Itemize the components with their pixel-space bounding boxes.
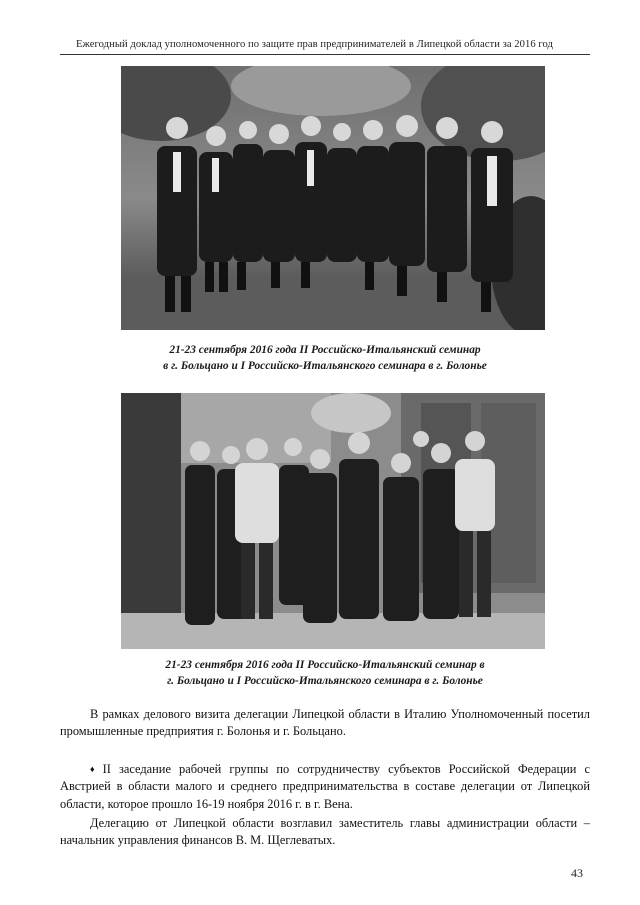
photo-2-caption-line-1: 21-23 сентября 2016 года II Российско-Итальянский семинар в: [165, 659, 485, 671]
body-paragraph-working-group: [60, 761, 590, 813]
photo-1-caption-line-1: 21-23 сентября 2016 года II Российско-Итальянский семинар: [169, 344, 481, 356]
body-paragraph-delegation-head: Делегацию от Липецкой области возглавил заместитель главы администрации области – начальник управления финансов В. М. Щеглеватых.: [60, 816, 590, 848]
body-paragraph-visit: В рамках делового визита делегации Липецкой области в Италию Уполномоченный посетил промышленные предприятия г. Болонья и г. Больцано.: [60, 707, 590, 739]
page-number: 43: [571, 866, 583, 880]
photo-1-caption-line-2: в г. Больцано и I Российско-Итальянского семинара в г. Болонье: [163, 359, 487, 372]
photo-2-caption-line-2: г. Больцано и I Российско-Итальянского семинара в г. Болонье: [167, 674, 483, 687]
photo-2-caption: [60, 658, 590, 689]
group-photo-bolzano: [121, 66, 545, 330]
header-rule: [60, 54, 590, 55]
diamond-bullet-icon: ♦: [90, 764, 100, 774]
photo-1-caption: [60, 343, 590, 374]
body-paragraph-working-group-text: II заседание рабочей группы по сотрудничеству субъектов Российской Федерации с Австрией в области малого и среднего предпринимательства в составе делегации от Липецкой области, которое прошло 16-19 ноября 2016 г. в г. Вена.: [60, 762, 591, 811]
group-photo-bologna: [121, 393, 545, 649]
running-header: Ежегодный доклад уполномоченного по защите прав предпринимателей в Липецкой области за 2016 год: [76, 39, 554, 50]
